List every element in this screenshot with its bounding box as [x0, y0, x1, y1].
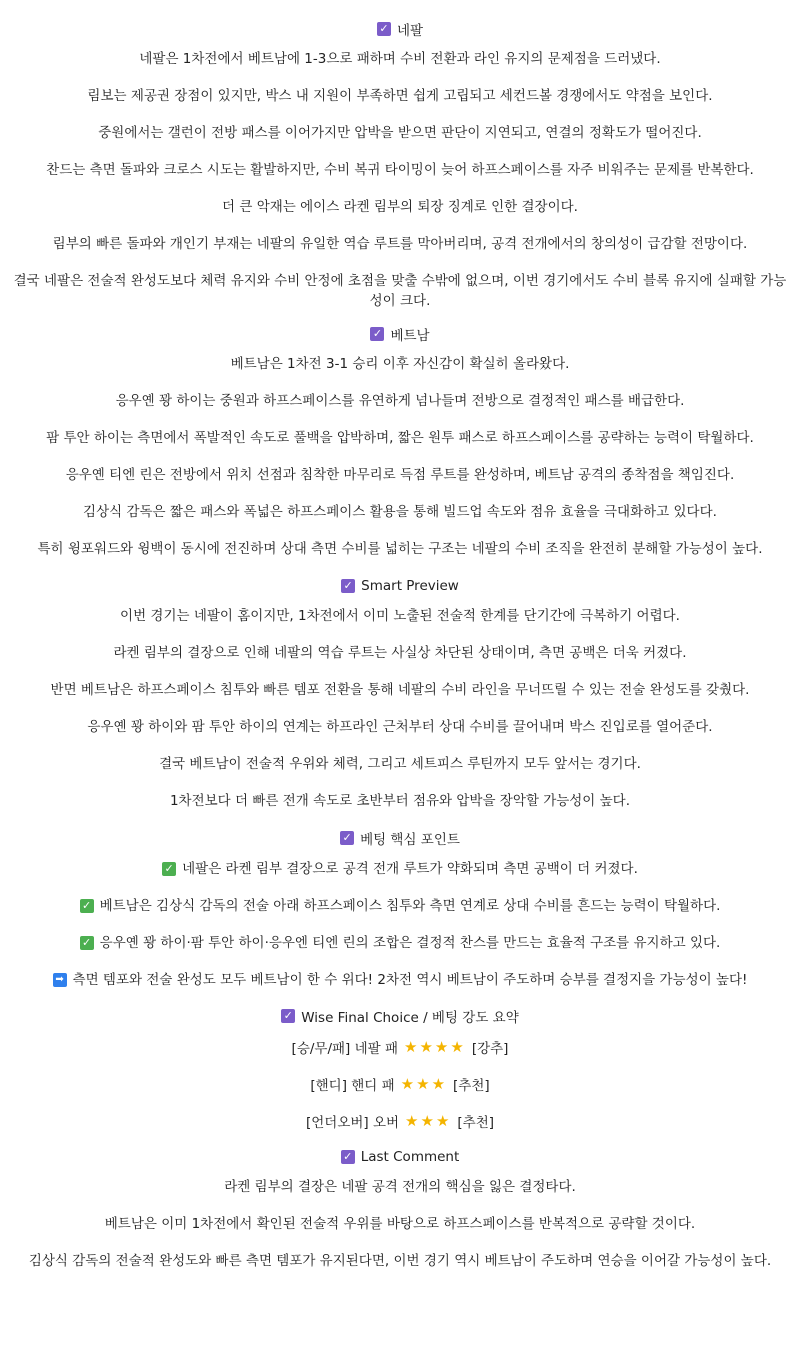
paragraph: 특히 윙포워드와 윙백이 동시에 전진하며 상대 측면 수비를 넓히는 구조는 네팔의 수비 조직을 완전히 분해할 가능성이 높다.: [37, 541, 763, 557]
betting-point: [10, 927, 790, 964]
paragraph: 응우옌 꽝 하이와 팜 투안 하이의 연계는 하프라인 근처부터 상대 수비를 끌어내며 박스 진입로를 열어준다.: [87, 719, 713, 735]
pick-strength: [강추]: [471, 1041, 509, 1057]
star-icon: ★: [416, 1075, 432, 1093]
star-icon: ★: [420, 1112, 436, 1130]
star-rating: [401, 1075, 447, 1093]
arrow-right-icon: ➡: [53, 973, 67, 987]
green-check-icon: ✓: [80, 936, 94, 950]
pick-row: [10, 1068, 790, 1105]
paragraph: 김상식 감독은 짧은 패스와 폭넓은 하프스페이스 활용을 통해 빌드업 속도와 점유 효율을 극대화하고 있다다.: [83, 504, 717, 520]
star-icon: ★: [419, 1038, 435, 1056]
checkbox-icon: ✓: [377, 22, 391, 36]
paragraph: 반면 베트남은 하프스페이스 침투와 빠른 템포 전환을 통해 네팔의 수비 라인을 무너뜨릴 수 있는 전술 완성도를 갖췄다.: [50, 682, 750, 698]
section-heading-betting: [10, 823, 790, 853]
betting-point-text: 응우옌 꽝 하이·팜 투안 하이·응우엔 티엔 린의 조합은 결정적 찬스를 만드는 효율적 구조를 유지하고 있다.: [99, 935, 721, 951]
paragraph: 베트남은 1차전 3-1 승리 이후 자신감이 확실히 올라왔다.: [230, 356, 570, 372]
star-icon: ★: [405, 1112, 421, 1130]
checkbox-icon: ✓: [341, 579, 355, 593]
paragraph: 더 큰 악재는 에이스 라켄 림부의 퇴장 징계로 인한 결장이다.: [222, 199, 578, 215]
betting-point: [10, 890, 790, 927]
paragraph: 결국 베트남이 전술적 우위와 체력, 그리고 세트피스 루틴까지 모두 앞서는 경기다.: [159, 756, 641, 772]
pick-strength: [추천]: [453, 1078, 490, 1094]
checkbox-icon: ✓: [281, 1009, 295, 1023]
betting-arrow-point: [10, 964, 790, 1001]
section-heading-preview: [10, 571, 790, 601]
section-heading-final: [10, 1001, 790, 1031]
paragraph: 라켄 림부의 결장으로 인해 네팔의 역습 루트는 사실상 차단된 상태이며, 측면 공백은 더욱 커졌다.: [113, 645, 687, 661]
heading-text: 베트남: [390, 328, 430, 344]
checkbox-icon: ✓: [370, 327, 384, 341]
star-icon: ★: [400, 1075, 417, 1093]
paragraph: 베트남은 이미 1차전에서 확인된 전술적 우위를 바탕으로 하프스페이스를 반복적으로 공략할 것이다.: [104, 1216, 696, 1232]
betting-point: [10, 853, 790, 890]
heading-text: 네팔: [396, 23, 424, 39]
paragraph: 응우옌 티엔 린은 전방에서 위치 선점과 침착한 마무리로 득점 루트를 완성하며, 베트남 공격의 종착점을 책임진다.: [65, 467, 735, 483]
paragraph: 김상식 감독의 전술적 완성도와 빠른 측면 템포가 유지된다면, 이번 경기 역시 베트남이 주도하며 연승을 이어갈 가능성이 높다.: [28, 1253, 772, 1269]
green-check-icon: ✓: [80, 899, 94, 913]
pick-strength: [추천]: [457, 1115, 495, 1131]
heading-text: 베팅 핵심 포인트: [360, 832, 460, 848]
paragraph: 림부의 빠른 돌파와 개인기 부재는 네팔의 유일한 역습 루트를 막아버리며, 공격 전개에서의 창의성이 급감할 전망이다.: [52, 236, 748, 252]
star-icon: ★: [450, 1038, 466, 1056]
pick-label: [핸디] 핸디 패: [310, 1078, 395, 1094]
paragraph: 응우옌 꽝 하이는 중원과 하프스페이스를 유연하게 넘나들며 전방으로 결정적인 패스를 배급한다.: [115, 393, 685, 409]
pick-row: [10, 1031, 790, 1068]
heading-text: Wise Final Choice / 베팅 강도 요약: [301, 1010, 519, 1026]
paragraph: 1차전보다 더 빠른 전개 속도로 초반부터 점유와 압박을 장악할 가능성이 높다.: [169, 793, 631, 809]
pick-label: [언더오버] 오버: [305, 1115, 400, 1131]
heading-text: Smart Preview: [361, 578, 459, 594]
star-icon: ★: [404, 1038, 420, 1056]
paragraph: 라켄 림부의 결장은 네팔 공격 전개의 핵심을 잃은 결정타다.: [224, 1179, 576, 1195]
star-rating: [405, 1112, 451, 1130]
betting-point-text: 베트남은 김상식 감독의 전술 아래 하프스페이스 침투와 측면 연계로 상대 수비를 흔드는 능력이 탁월하다.: [99, 898, 721, 914]
paragraph: 찬드는 측면 돌파와 크로스 시도는 활발하지만, 수비 복귀 타이밍이 늦어 하프스페이스를 자주 비워주는 문제를 반복한다.: [46, 162, 754, 178]
section-heading-vietnam: [10, 319, 790, 349]
paragraph: 중원에서는 갤런이 전방 패스를 이어가지만 압박을 받으면 판단이 지연되고, 연결의 정확도가 떨어진다.: [98, 125, 702, 141]
star-icon: ★: [431, 1075, 448, 1093]
pick-label: [승/무/패] 네팔 패: [291, 1041, 399, 1057]
section-heading-nepal: [10, 14, 790, 44]
paragraph: 팜 투안 하이는 측면에서 폭발적인 속도로 풀백을 압박하며, 짧은 원투 패스로 하프스페이스를 공략하는 능력이 탁월하다.: [46, 430, 754, 446]
paragraph: 이번 경기는 네팔이 홈이지만, 1차전에서 이미 노출된 전술적 한계를 단기간에 극복하기 어렵다.: [120, 608, 680, 624]
heading-text: Last Comment: [360, 1149, 460, 1165]
paragraph: 결국 네팔은 전술적 완성도보다 체력 유지와 수비 안정에 초점을 맞출 수밖에 없으며, 이번 경기에서도 수비 블록 유지에 실패할 가능성이 크다.: [13, 273, 787, 309]
checkbox-icon: ✓: [341, 1150, 355, 1164]
star-rating: [404, 1038, 466, 1056]
star-icon: ★: [435, 1112, 452, 1130]
betting-point-text: 측면 템포와 전술 완성도 모두 베트남이 한 수 위다! 2차전 역시 베트남이 주도하며 승부를 결정지을 가능성이 높다!: [72, 972, 748, 988]
pick-row: [10, 1105, 790, 1142]
green-check-icon: ✓: [162, 862, 176, 876]
betting-point-text: 네팔은 라켄 림부 결장으로 공격 전개 루트가 약화되며 측면 공백이 더 커졌다.: [182, 861, 638, 877]
star-icon: ★: [434, 1038, 451, 1056]
checkbox-icon: ✓: [340, 831, 354, 845]
paragraph: 네팔은 1차전에서 베트남에 1-3으로 패하며 수비 전환과 라인 유지의 문제점을 드러냈다.: [139, 51, 661, 67]
section-heading-last: [10, 1142, 790, 1172]
paragraph: 림보는 제공권 장점이 있지만, 박스 내 지원이 부족하면 쉽게 고립되고 세컨드볼 경쟁에서도 약점을 보인다.: [87, 88, 713, 104]
